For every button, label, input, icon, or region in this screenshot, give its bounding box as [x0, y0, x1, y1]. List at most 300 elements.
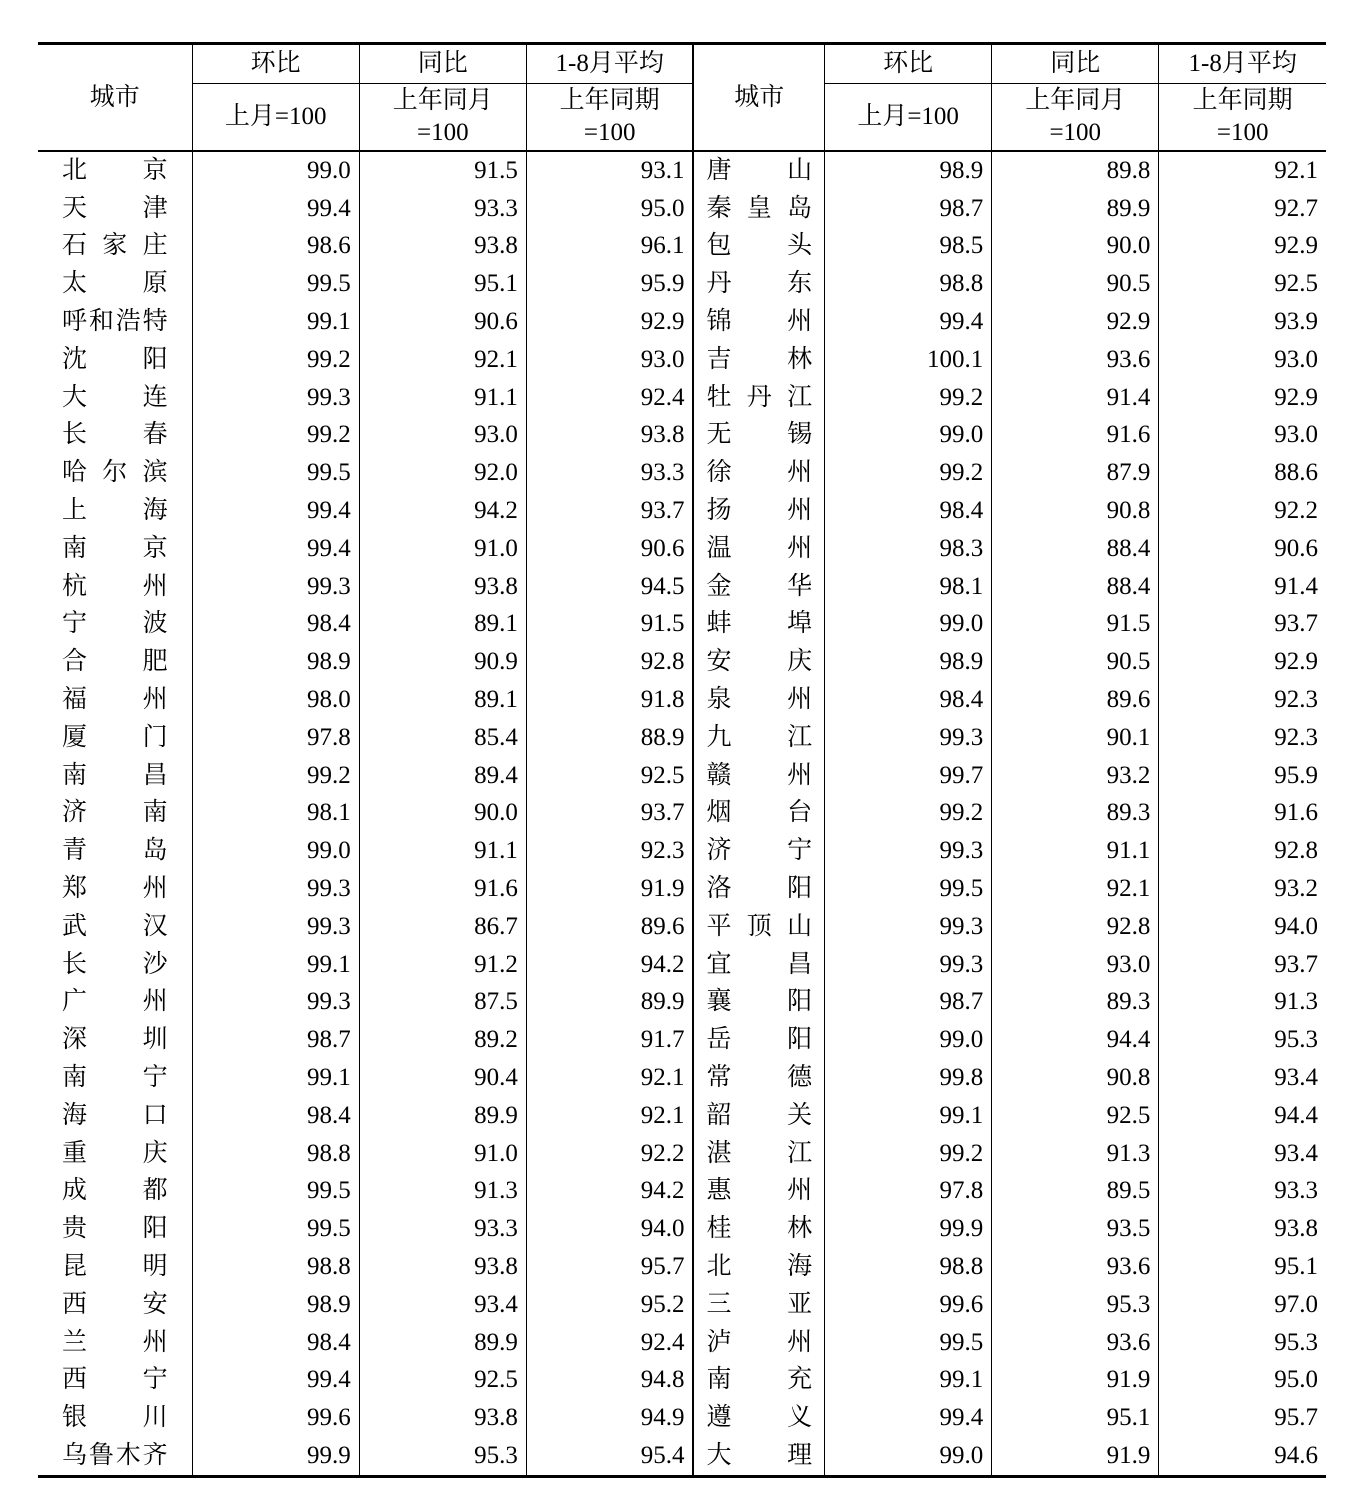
yoy-value-left: 89.9: [359, 1097, 526, 1135]
avg-value-right: 97.0: [1159, 1286, 1326, 1324]
city-name-right: [693, 1286, 824, 1324]
mom-value-left: 99.2: [192, 417, 359, 455]
yoy-value-right: 93.5: [992, 1210, 1159, 1248]
avg-value-left: 92.1: [526, 1097, 693, 1135]
city-name-left-text: 哈尔滨: [62, 459, 168, 487]
yoy-value-left: 91.1: [359, 379, 526, 417]
city-name-right-text: 湛江: [706, 1139, 813, 1167]
mom-value-left: 99.5: [192, 454, 359, 492]
yoy-value-left: 93.8: [359, 228, 526, 266]
yoy-value-right: 92.9: [992, 303, 1159, 341]
avg-value-right: 92.2: [1159, 492, 1326, 530]
table-row: [38, 530, 1326, 568]
city-name-right-text: 大理: [706, 1441, 813, 1469]
table-row: [38, 643, 1326, 681]
avg-value-left: 94.0: [526, 1210, 693, 1248]
yoy-value-right: 91.4: [992, 379, 1159, 417]
yoy-value-right: 88.4: [992, 568, 1159, 606]
city-name-left: [38, 1173, 192, 1211]
yoy-value-right: 91.5: [992, 606, 1159, 644]
yoy-value-left: 85.4: [359, 719, 526, 757]
yoy-value-left: 93.3: [359, 1210, 526, 1248]
mom-value-right: 99.7: [825, 757, 992, 795]
table-row: [38, 151, 1326, 190]
city-name-right-text: 烟台: [706, 799, 813, 827]
mom-value-left: 99.4: [192, 1362, 359, 1400]
city-name-right: [693, 643, 824, 681]
avg-value-left: 95.2: [526, 1286, 693, 1324]
yoy-value-right: 89.3: [992, 984, 1159, 1022]
table-header: [38, 44, 1326, 152]
avg-value-left: 92.5: [526, 757, 693, 795]
yoy-value-left: 90.0: [359, 795, 526, 833]
mom-value-left: 99.5: [192, 265, 359, 303]
city-name-right-text: 宜昌: [706, 950, 813, 978]
mom-value-right: 98.9: [825, 643, 992, 681]
city-name-left-text: 济南: [62, 799, 168, 827]
avg-value-right: 93.4: [1159, 1059, 1326, 1097]
city-name-right-text: 徐州: [706, 459, 813, 487]
avg-value-left: 94.2: [526, 946, 693, 984]
avg-value-right: 92.7: [1159, 190, 1326, 228]
avg-value-left: 93.1: [526, 151, 693, 190]
avg-value-right: 93.4: [1159, 1135, 1326, 1173]
yoy-value-left: 87.5: [359, 984, 526, 1022]
avg-value-right: 92.1: [1159, 151, 1326, 190]
yoy-value-right: 93.0: [992, 946, 1159, 984]
mom-value-right: 99.4: [825, 1399, 992, 1437]
city-name-left-text: 重庆: [62, 1139, 168, 1167]
city-name-right-text: 南充: [706, 1366, 813, 1394]
city-name-left: [38, 719, 192, 757]
avg-value-right: 95.1: [1159, 1248, 1326, 1286]
mom-value-left: 98.8: [192, 1248, 359, 1286]
city-name-right: [693, 1135, 824, 1173]
yoy-value-right: 88.4: [992, 530, 1159, 568]
yoy-value-left: 93.4: [359, 1286, 526, 1324]
city-name-right-text: 秦皇岛: [706, 194, 813, 222]
mom-value-left: 99.4: [192, 190, 359, 228]
city-name-left-text: 长春: [62, 421, 168, 449]
mom-value-right: 99.0: [825, 1021, 992, 1059]
table-row: [38, 1059, 1326, 1097]
table-row: [38, 1097, 1326, 1135]
yoy-value-right: 91.9: [992, 1362, 1159, 1400]
city-name-right-text: 韶关: [706, 1101, 813, 1129]
avg-value-right: 93.8: [1159, 1210, 1326, 1248]
city-name-right-text: 常德: [706, 1064, 813, 1092]
mom-value-left: 98.4: [192, 1324, 359, 1362]
avg-value-right: 92.3: [1159, 719, 1326, 757]
mom-value-right: 100.1: [825, 341, 992, 379]
yoy-value-left: 91.5: [359, 151, 526, 190]
yoy-value-right: 92.5: [992, 1097, 1159, 1135]
city-name-right-text: 锦州: [706, 308, 813, 336]
avg-value-right: 95.3: [1159, 1021, 1326, 1059]
mom-value-right: 99.5: [825, 1324, 992, 1362]
city-name-right: [693, 719, 824, 757]
table-row: [38, 606, 1326, 644]
mom-value-left: 99.5: [192, 1173, 359, 1211]
mom-value-right: 99.0: [825, 1437, 992, 1476]
table-row: [38, 757, 1326, 795]
city-name-left: [38, 1248, 192, 1286]
mom-value-left: 99.3: [192, 379, 359, 417]
city-name-left-text: 海口: [62, 1101, 168, 1129]
table-row: [38, 1135, 1326, 1173]
avg-value-left: 95.4: [526, 1437, 693, 1476]
header-city-left: 城市: [38, 44, 192, 152]
yoy-value-left: 89.9: [359, 1324, 526, 1362]
city-name-left: [38, 908, 192, 946]
yoy-value-left: 92.5: [359, 1362, 526, 1400]
city-name-right: [693, 1021, 824, 1059]
mom-value-left: 99.3: [192, 908, 359, 946]
yoy-value-left: 93.3: [359, 190, 526, 228]
avg-value-right: 93.0: [1159, 417, 1326, 455]
mom-value-left: 99.1: [192, 1059, 359, 1097]
mom-value-left: 98.7: [192, 1021, 359, 1059]
city-name-right-text: 洛阳: [706, 875, 813, 903]
avg-value-right: 93.9: [1159, 303, 1326, 341]
yoy-value-right: 89.3: [992, 795, 1159, 833]
header-mom-left: 环比: [192, 44, 359, 84]
mom-value-left: 98.9: [192, 643, 359, 681]
city-name-left-text: 贵阳: [62, 1215, 168, 1243]
city-name-right-text: 济宁: [706, 837, 813, 865]
avg-value-left: 95.0: [526, 190, 693, 228]
avg-value-left: 92.9: [526, 303, 693, 341]
yoy-value-right: 95.3: [992, 1286, 1159, 1324]
yoy-value-left: 86.7: [359, 908, 526, 946]
avg-value-right: 94.0: [1159, 908, 1326, 946]
avg-value-right: 94.4: [1159, 1097, 1326, 1135]
city-name-right: [693, 341, 824, 379]
city-name-left: [38, 1324, 192, 1362]
table-row: [38, 1173, 1326, 1211]
city-name-right-text: 蚌埠: [706, 610, 813, 638]
table-row: [38, 190, 1326, 228]
mom-value-right: 98.5: [825, 228, 992, 266]
yoy-value-right: 91.9: [992, 1437, 1159, 1476]
mom-value-right: 99.3: [825, 832, 992, 870]
mom-value-left: 98.6: [192, 228, 359, 266]
yoy-value-left: 93.8: [359, 1399, 526, 1437]
mom-value-left: 99.0: [192, 151, 359, 190]
city-name-right: [693, 870, 824, 908]
yoy-value-left: 91.0: [359, 1135, 526, 1173]
mom-value-left: 99.5: [192, 1210, 359, 1248]
yoy-value-left: 95.1: [359, 265, 526, 303]
city-name-left-text: 大连: [62, 383, 168, 411]
yoy-value-right: 92.1: [992, 870, 1159, 908]
subheader-yoy-right: 上年同月 =100: [992, 84, 1159, 152]
mom-value-left: 99.3: [192, 870, 359, 908]
yoy-value-left: 94.2: [359, 492, 526, 530]
yoy-value-left: 89.2: [359, 1021, 526, 1059]
yoy-value-left: 90.9: [359, 643, 526, 681]
mom-value-right: 99.6: [825, 1286, 992, 1324]
table-row: [38, 492, 1326, 530]
avg-value-left: 92.4: [526, 379, 693, 417]
table-row: [38, 681, 1326, 719]
mom-value-right: 98.7: [825, 984, 992, 1022]
mom-value-right: 98.4: [825, 681, 992, 719]
yoy-value-right: 91.6: [992, 417, 1159, 455]
avg-value-right: 93.7: [1159, 946, 1326, 984]
city-name-left: [38, 1437, 192, 1476]
city-name-left-text: 天津: [62, 194, 168, 222]
yoy-value-right: 95.1: [992, 1399, 1159, 1437]
city-name-left: [38, 606, 192, 644]
city-name-right: [693, 832, 824, 870]
table-row: [38, 1437, 1326, 1476]
table-row: [38, 265, 1326, 303]
avg-value-right: 95.0: [1159, 1362, 1326, 1400]
header-avg-left: 1-8月平均: [526, 44, 693, 84]
table-body: [38, 151, 1326, 1476]
mom-value-left: 98.4: [192, 1097, 359, 1135]
city-name-right-text: 包头: [706, 232, 813, 260]
mom-value-right: 98.4: [825, 492, 992, 530]
mom-value-right: 99.3: [825, 946, 992, 984]
yoy-value-left: 93.0: [359, 417, 526, 455]
avg-value-left: 93.3: [526, 454, 693, 492]
city-name-right-text: 安庆: [706, 648, 813, 676]
city-name-right: [693, 492, 824, 530]
city-name-right: [693, 379, 824, 417]
avg-value-right: 92.3: [1159, 681, 1326, 719]
city-name-left-text: 南昌: [62, 761, 168, 789]
city-name-right-text: 吉林: [706, 345, 813, 373]
city-name-right: [693, 568, 824, 606]
city-name-right-text: 唐山: [706, 156, 813, 184]
subheader-avg-right: 上年同期 =100: [1159, 84, 1326, 152]
yoy-value-right: 93.2: [992, 757, 1159, 795]
yoy-value-right: 91.3: [992, 1135, 1159, 1173]
yoy-value-left: 91.0: [359, 530, 526, 568]
city-name-left: [38, 303, 192, 341]
city-name-left: [38, 1210, 192, 1248]
city-name-right: [693, 606, 824, 644]
mom-value-right: 99.1: [825, 1097, 992, 1135]
city-name-left-text: 北京: [62, 156, 168, 184]
avg-value-left: 91.9: [526, 870, 693, 908]
city-name-left-text: 杭州: [62, 572, 168, 600]
city-name-right: [693, 1437, 824, 1476]
avg-value-left: 94.5: [526, 568, 693, 606]
avg-value-left: 89.9: [526, 984, 693, 1022]
yoy-value-left: 92.1: [359, 341, 526, 379]
city-name-right-text: 牡丹江: [706, 383, 813, 411]
city-name-left-text: 南京: [62, 534, 168, 562]
avg-value-left: 93.7: [526, 492, 693, 530]
avg-value-right: 91.3: [1159, 984, 1326, 1022]
avg-value-left: 92.4: [526, 1324, 693, 1362]
city-name-left-text: 广州: [62, 988, 168, 1016]
yoy-value-right: 93.6: [992, 1248, 1159, 1286]
city-name-left-text: 福州: [62, 686, 168, 714]
city-name-left-text: 西宁: [62, 1366, 168, 1394]
subheader-mom-left: 上月=100: [192, 84, 359, 152]
header-mom-right: 环比: [825, 44, 992, 84]
city-name-left: [38, 681, 192, 719]
yoy-value-right: 92.8: [992, 908, 1159, 946]
avg-value-left: 89.6: [526, 908, 693, 946]
yoy-value-left: 89.4: [359, 757, 526, 795]
city-name-right: [693, 908, 824, 946]
table-row: [38, 341, 1326, 379]
city-name-left: [38, 1362, 192, 1400]
mom-value-right: 99.8: [825, 1059, 992, 1097]
city-name-left: [38, 454, 192, 492]
mom-value-left: 97.8: [192, 719, 359, 757]
yoy-value-left: 91.3: [359, 1173, 526, 1211]
city-name-left: [38, 795, 192, 833]
mom-value-right: 98.1: [825, 568, 992, 606]
header-avg-right: 1-8月平均: [1159, 44, 1326, 84]
city-name-left: [38, 1286, 192, 1324]
mom-value-left: 99.3: [192, 984, 359, 1022]
avg-value-left: 92.1: [526, 1059, 693, 1097]
city-name-right-text: 九江: [706, 723, 813, 751]
avg-value-right: 93.3: [1159, 1173, 1326, 1211]
city-name-right-text: 丹东: [706, 270, 813, 298]
city-name-right: [693, 190, 824, 228]
mom-value-left: 99.3: [192, 568, 359, 606]
city-name-left: [38, 492, 192, 530]
city-name-right-text: 惠州: [706, 1177, 813, 1205]
city-name-left: [38, 1021, 192, 1059]
city-name-right: [693, 1173, 824, 1211]
city-name-left-text: 郑州: [62, 875, 168, 903]
city-name-left-text: 上海: [62, 497, 168, 525]
yoy-value-right: 89.5: [992, 1173, 1159, 1211]
city-name-right-text: 桂林: [706, 1215, 813, 1243]
mom-value-right: 99.4: [825, 303, 992, 341]
table-row: [38, 568, 1326, 606]
city-name-left: [38, 757, 192, 795]
mom-value-left: 98.9: [192, 1286, 359, 1324]
yoy-value-left: 91.1: [359, 832, 526, 870]
city-name-left-text: 昆明: [62, 1253, 168, 1280]
mom-value-right: 98.9: [825, 151, 992, 190]
city-name-right-text: 襄阳: [706, 988, 813, 1016]
mom-value-right: 99.5: [825, 870, 992, 908]
city-name-right-text: 泉州: [706, 686, 813, 714]
avg-value-left: 90.6: [526, 530, 693, 568]
header-city-right: 城市: [693, 44, 824, 152]
avg-value-left: 92.8: [526, 643, 693, 681]
city-name-left-text: 合肥: [62, 648, 168, 676]
table-row: [38, 417, 1326, 455]
city-name-left: [38, 417, 192, 455]
yoy-value-right: 90.0: [992, 228, 1159, 266]
avg-value-left: 94.8: [526, 1362, 693, 1400]
mom-value-left: 98.8: [192, 1135, 359, 1173]
yoy-value-left: 90.4: [359, 1059, 526, 1097]
city-name-right-text: 温州: [706, 534, 813, 562]
city-name-left-text: 太原: [62, 270, 168, 298]
city-name-left: [38, 1097, 192, 1135]
mom-value-left: 99.1: [192, 303, 359, 341]
yoy-value-left: 95.3: [359, 1437, 526, 1476]
mom-value-right: 99.0: [825, 606, 992, 644]
table-row: [38, 1324, 1326, 1362]
city-name-right: [693, 265, 824, 303]
mom-value-left: 99.4: [192, 530, 359, 568]
yoy-value-left: 89.1: [359, 681, 526, 719]
city-price-index-table: [38, 42, 1326, 1478]
mom-value-right: 98.3: [825, 530, 992, 568]
avg-value-left: 93.7: [526, 795, 693, 833]
city-name-right: [693, 681, 824, 719]
yoy-value-right: 89.6: [992, 681, 1159, 719]
city-name-left-text: 乌鲁木齐: [62, 1441, 168, 1469]
city-name-right: [693, 984, 824, 1022]
avg-value-left: 94.2: [526, 1173, 693, 1211]
mom-value-left: 99.2: [192, 757, 359, 795]
city-name-right: [693, 795, 824, 833]
table-row: [38, 454, 1326, 492]
subheader-yoy-left: 上年同月 =100: [359, 84, 526, 152]
mom-value-right: 98.8: [825, 265, 992, 303]
subheader-mom-right: 上月=100: [825, 84, 992, 152]
city-name-left-text: 南宁: [62, 1064, 168, 1092]
city-name-left: [38, 1135, 192, 1173]
city-name-right: [693, 1059, 824, 1097]
city-name-right-text: 赣州: [706, 761, 813, 789]
city-name-right: [693, 1248, 824, 1286]
avg-value-left: 95.9: [526, 265, 693, 303]
avg-value-left: 95.7: [526, 1248, 693, 1286]
yoy-value-right: 89.9: [992, 190, 1159, 228]
mom-value-right: 99.3: [825, 719, 992, 757]
mom-value-right: 98.7: [825, 190, 992, 228]
mom-value-left: 98.4: [192, 606, 359, 644]
avg-value-right: 93.7: [1159, 606, 1326, 644]
avg-value-right: 92.8: [1159, 832, 1326, 870]
city-name-left-text: 武汉: [62, 912, 168, 940]
city-name-right-text: 无锡: [706, 421, 813, 449]
avg-value-left: 91.8: [526, 681, 693, 719]
avg-value-left: 92.3: [526, 832, 693, 870]
table-row: [38, 228, 1326, 266]
table-row: [38, 870, 1326, 908]
yoy-value-left: 90.6: [359, 303, 526, 341]
mom-value-left: 99.6: [192, 1399, 359, 1437]
avg-value-right: 92.9: [1159, 228, 1326, 266]
avg-value-right: 91.4: [1159, 568, 1326, 606]
yoy-value-right: 87.9: [992, 454, 1159, 492]
city-name-left-text: 青岛: [62, 837, 168, 865]
table-row: [38, 908, 1326, 946]
avg-value-left: 94.9: [526, 1399, 693, 1437]
mom-value-right: 99.1: [825, 1362, 992, 1400]
city-name-left: [38, 530, 192, 568]
table-row: [38, 1286, 1326, 1324]
avg-value-right: 91.6: [1159, 795, 1326, 833]
yoy-value-left: 93.8: [359, 1248, 526, 1286]
table-row: [38, 1248, 1326, 1286]
yoy-value-right: 91.1: [992, 832, 1159, 870]
yoy-value-left: 91.2: [359, 946, 526, 984]
city-name-right-text: 北海: [706, 1253, 813, 1280]
mom-value-right: 99.2: [825, 795, 992, 833]
table-row: [38, 984, 1326, 1022]
mom-value-right: 98.8: [825, 1248, 992, 1286]
city-name-right: [693, 1210, 824, 1248]
